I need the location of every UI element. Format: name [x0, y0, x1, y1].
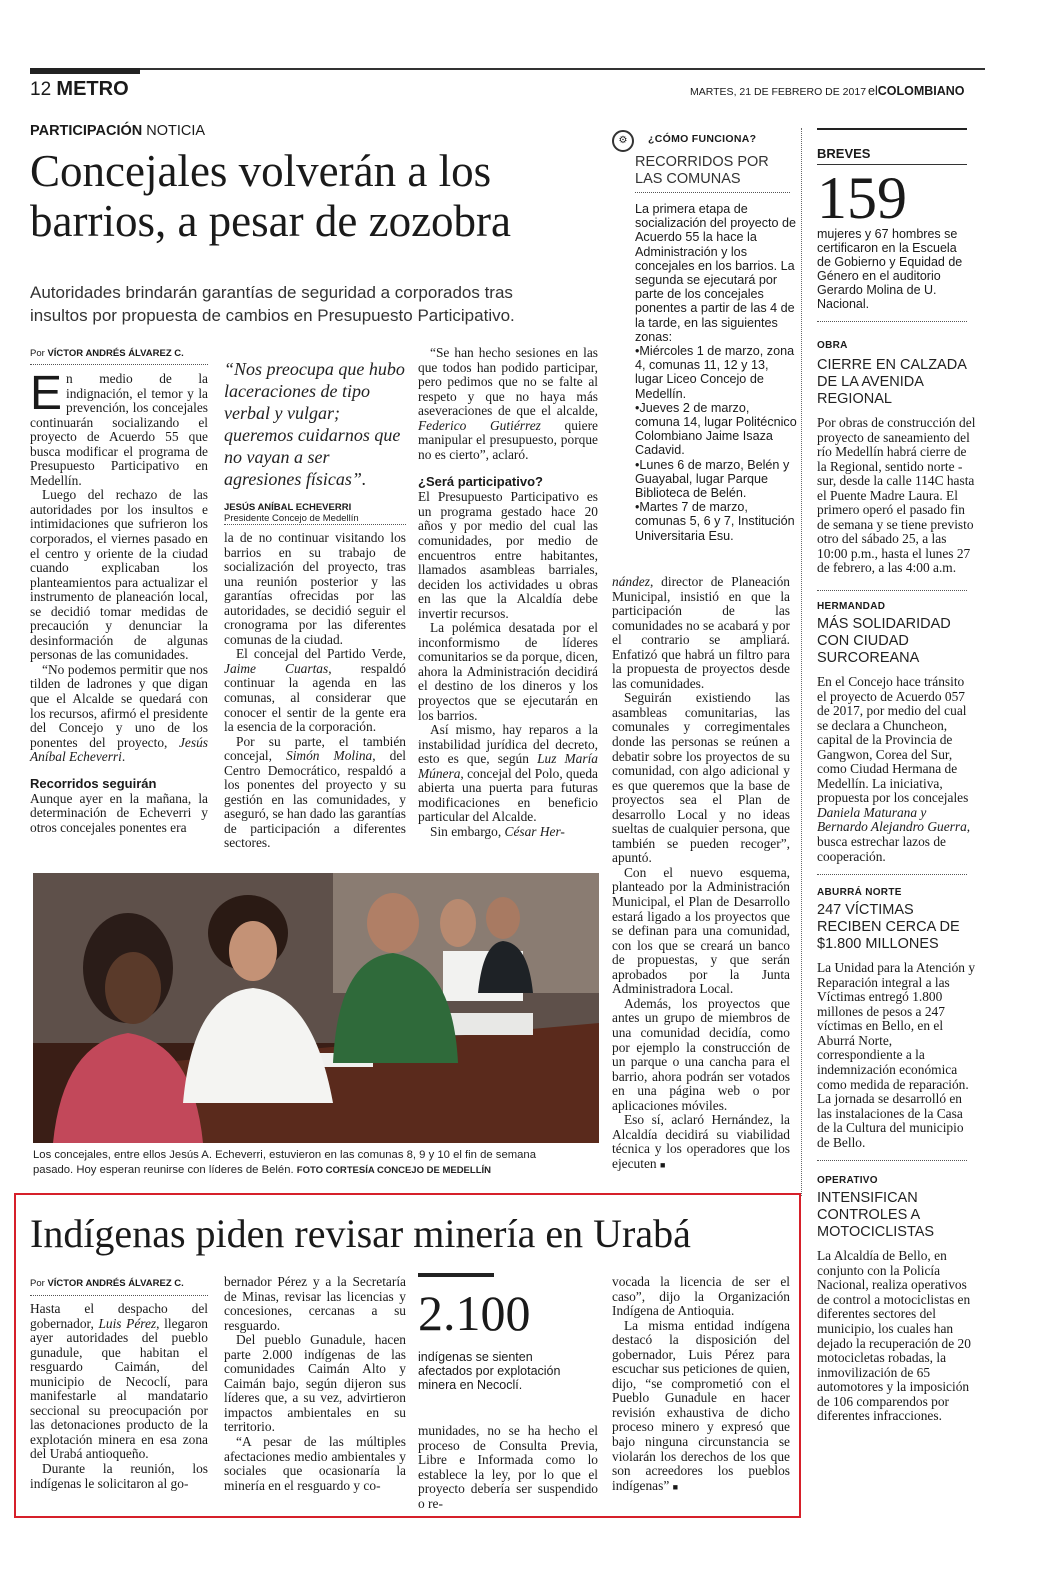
- how-it-works-body: La primera etapa de socialización del proyecto de Acuerdo 55 la hace la Administración y los concejales en los barrios. La segunda se ejecutará por parte de los concejales ponentes a partir de las 4 de la tarde, en las siguientes zonas: • Miércoles 1 de marzo, zona 4, comunas 11, 12 y 13, lugar Liceo Concejo de Medellín. • Jueves 2 de marzo, comuna 14, lugar Politécnico Colombiano Jaime Isaza Cadavid. • Lunes 6 de marzo, Belén y Guayabal, lugar Parque Biblioteca de Belén. • Martes 7 de marzo, comunas 5, 6 y 7, Institución Universitaria Esu.: [635, 202, 797, 543]
- headline-2: Indígenas piden revisar minería en Urabá: [30, 1211, 691, 1256]
- deck: Autoridades brindarán garantías de seguridad a corporados tras insultos por propuesta de cambios en Presupuesto Participativo.: [30, 283, 515, 325]
- subhead-recorridos: Recorridos seguirán: [30, 775, 157, 791]
- headline: Concejales volverán a los barrios, a pesar de zozobra: [30, 146, 512, 246]
- brief-label: ABURRÁ NORTE: [817, 887, 902, 899]
- stat-number: 2.100: [418, 1285, 531, 1341]
- brief-text: La Alcaldía de Bello, en conjunto con la Policía Nacional, realiza operativos de control a motociclistas en diferentes sectores del municipio, los cuales han dejado la recuperación de 20 motocicletas robadas, la inmovilización de 65 automotores y la imposición de 106 comparendos por diferentes infracciones.: [817, 1248, 971, 1424]
- briefs-divider: [801, 128, 802, 1196]
- list-item: • Lunes 6 de marzo, Belén y Guayabal, lugar Parque Biblioteca de Belén.: [635, 458, 797, 501]
- brief-text: La Unidad para la Atención y Reparación integral a las Víctimas entregó 1.800 millones de pesos a 247 víctimas en Bello, en el Aburrá Norte, correspondiente a la indemnización económica como medida de reparación. La jornada se desarrolló en las instalaciones de la Casa de la Cultura del municipio de Bello.: [817, 960, 976, 1150]
- briefs-big-text: mujeres y 67 hombres se certificaron en la Escuela de Gobierno y Equidad de Género en el auditorio Gerardo Molina de U. Nacional.: [817, 227, 963, 311]
- how-it-works-box: ⚙ ¿CÓMO FUNCIONA? RECORRIDOS POR LAS COMUNAS La primera etapa de socialización del proyecto de Acuerdo 55 la hace la Administración y los concejales en los barrios. La segunda se ejecutará por parte de los concejales ponentes a partir de las 4 de la tarde, en las siguientes zonas: • Miércoles 1 de marzo, zona 4, comunas 11, 12 y 13, lugar Liceo Concejo de Medellín. • Jueves 2 de marzo, comuna 14, lugar Politécnico Colombiano Jaime Isaza Cadavid. • Lunes 6 de marzo, Belén y Guayabal, lugar Parque Biblioteca de Belén. • Martes 7 de marzo, comunas 5, 6 y 7, Institución Universitaria Esu.: [610, 128, 790, 558]
- how-it-works-title: RECORRIDOS POR LAS COMUNAS: [635, 154, 769, 187]
- brief-label: OPERATIVO: [817, 1175, 878, 1187]
- page-number: 12: [30, 79, 52, 100]
- brief-text: En el Concejo hace tránsito el proyecto de Acuerdo 057 de 2017, por medio del cual se declara a Chuncheon, capital de la Provincia de Gangwon, Corea del Sur, como Ciudad Hermana de Medellín. La iniciativa, propuesta por los concejales Daniela Maturana y Bernardo Alejandro Guerra, busca estrechar lazos de cooperación.: [817, 674, 971, 864]
- photo-credit: FOTO CORTESÍA CONCEJO DE MEDELLÍN: [296, 1165, 492, 1176]
- list-item: • Jueves 2 de marzo, comuna 14, lugar Politécnico Colombiano Jaime Isaza Cadavid.: [635, 401, 797, 458]
- quote-rule: [224, 524, 406, 525]
- dropcap: E: [30, 367, 63, 420]
- article-col-2: la de no continuar visitando los barrios en su trabajo de socialización del proyecto, tras una reunión posterior y las garantías ofrecidas por las autoridades, se decidió seguir el cronograma por las diferentes comunas de la ciudad. El concejal del Partido Verde, Jaime Cuartas, respaldó continuar la agenda en las comunas, al considerar que conocer el sentir de la gente era la esencia de la corporación. Por su parte, el también concejal, Simón Molina, del Centro Democrático, respaldó a los ponentes del proyecto y su gestión en las comunidades, y aseguró, se han dado las garantías de participación a diferentes sectores.: [224, 530, 407, 851]
- brief-label: HERMANDAD: [817, 601, 886, 613]
- article-col-4: nández, director de Planeación Municipal, insistió en que la participación de las comunidades no se acabará y por el contrario se ampliará. Enfatizó que habrá un filtro para la propuesta de proyectos desde las comunidades. Seguirán existiendo las asambleas comunitarias, las comunales y corregimentales donde las personas se reúnen a debatir sobre los proyectos de su comunidad, con algo adicional y es que queremos que la base de proyectos sea el Plan de desarrollo Local y no ideas sueltas de cualquier persona, que también se pueden recoger”, apuntó. Con el nuevo esquema, planteado por la Administración Municipal, el Plan de Desarrollo estará ligado a los proyectos que se definan para una comunidad, con los que se creará un banco de propuestas, y que serán aprobados por la Junta Administradora Local. Además, los proyectos que antes un grupo de miembros de una comunidad decidía, como por ejemplo la construcción de un parque o una cancha para el barrio, ahora podrán ser votados en una página web o por aplicaciones móviles. Eso sí, aclaró Hernández, la Alcaldía decidirá su viabilidad técnica y los operadores que los ejecuten ■: [612, 574, 790, 1171]
- article-col-1: En medio de la indignación, el temor y la prevención, los concejales continuarán socializando el proyecto de Acuerdo 55 que busca modificar el programa de Presupuesto Participativo en Medellín. Luego del rechazo de las autoridades por los insultos e intimidaciones que sufrieron los corporados, el viernes pasado en el centro y oriente de la ciudad cuando explicaban los planteamientos para actualizar el instrumento de planeación local, se decidió tomar medidas de precaución y denunciar la desinformación de algunas personas de las comunidades. “No podemos permitir que nos tilden de ladrones y que digan que el Alcalde se quedará con los recursos, afirmó el presidente del Concejo y uno de los ponentes del proyecto, Jesús Aníbal Echeverri. Recorridos seguirán Aunque ayer en la mañana, la determinación de Echeverri y otros concejales ponentes era: [30, 367, 208, 835]
- brief-title: CIERRE EN CALZADA DE LA AVENIDA REGIONAL: [817, 357, 967, 407]
- article2-col-3: munidades, no se ha hecho el proceso de Consulta Previa, Libre e Informada como lo establece la ley, por lo que el proyecto debería ser suspendido o re-: [418, 1423, 598, 1511]
- gear-icon: ⚙: [612, 130, 634, 152]
- byline-2: Por VÍCTOR ANDRÉS ÁLVAREZ C.: [30, 1278, 184, 1289]
- briefs-big-number: 159: [817, 165, 907, 231]
- brief-label: OBRA: [817, 340, 848, 351]
- article2-col-4: vocada la licencia de ser el caso”, dijo la Organización Indígena de Antioquia. La misma entidad indígena destacó la disposición del gobernador, Luis Pérez para escuchar sus peticiones de quien, dijo, “se comprometió con el Pueblo Gunadule en hacer revisión exhaustiva de dicho proceso minero y expresó que bajo ninguna circunstancia se violarán los derechos de los que son acreedores los pueblos indígenas” ■: [612, 1274, 790, 1493]
- article2-col-1: Hasta el despacho del gobernador, Luis Pérez, llegaron ayer autoridades del pueblo gunadule, que habitan el resguardo Caimán, del municipio de Necoclí, para manifestarle al mandatario seccional su preocupación por las detonaciones producto de la explotación minera en esa zona del Urabá antioqueño. Durante la reunión, los indígenas le solicitaron al go-: [30, 1301, 208, 1491]
- byline-2-rule: [30, 1295, 208, 1296]
- subhead-participativo: ¿Será participativo?: [418, 474, 543, 490]
- byline: Por VÍCTOR ANDRÉS ÁLVAREZ C.: [30, 348, 184, 359]
- concejales-photo-illustration: [33, 873, 599, 1143]
- pull-quote: “Nos preocupa que hubo laceraciones de tipo verbal y vulgar; queremos cuidarnos que no vayan a ser agresiones físicas”. JESÚS ANÍBAL ECHEVERRI Presidente Concejo de Medellín: [224, 359, 405, 524]
- article-kicker: PARTICIPACIÓN NOTICIA: [30, 123, 206, 139]
- page-folio: [30, 78, 129, 101]
- news-photo: [33, 873, 599, 1143]
- section-marker: [30, 68, 140, 74]
- brief-text: Por obras de construcción del proyecto de saneamiento del río Medellín habrá cierre de la Regional, sentido norte - sur, desde la calle 114C hasta el Puente Madre Laura. El primero operó el pasado fin de semana y se tiene previsto otro del sábado 25, a las 10:00 p.m., hasta el lunes 27 de febrero, a las 4:00 a.m.: [817, 415, 976, 576]
- brief-title: INTENSIFICAN CONTROLES A MOTOCICLISTAS: [817, 1190, 935, 1241]
- section-name: METRO: [56, 78, 129, 100]
- article2-col-2: bernador Pérez y a la Secretaría de Minas, revisar las licencias y concesiones, cercanas a su resguardo. Del pueblo Gunadule, hacen parte 2.000 indígenas de las comunidades Caimán Alto y Caimán bajo, según dijeron sus líderes que, a su vez, advirtieron impactos ambientales en su territorio. “A pesar de las múltiples afectaciones medio ambientales y sociales que ocasionaría la minería en el resguardo y co-: [224, 1274, 406, 1493]
- stat-rule: [418, 1273, 494, 1277]
- page-date: MARTES, 21 DE FEBRERO DE 2017: [690, 86, 867, 98]
- photo-caption: Los concejales, entre ellos Jesús A. Echeverri, estuvieron en las comunas 8, 9 y 10 el fin de semana pasado. Hoy esperan reunirse con líderes de Belén. FOTO CORTESÍA CONCEJO DE MEDELLÍN: [33, 1149, 536, 1176]
- masthead-brand: elCOLOMBIANO: [868, 84, 965, 98]
- briefs-label: BREVES: [817, 146, 871, 161]
- briefs-column: [817, 128, 985, 1424]
- byline-rule: [30, 364, 208, 365]
- top-rule: [30, 68, 985, 70]
- article-col-3: “Se han hecho sesiones en las que todos han podido participar, pero pedimos que no se falte al respeto y que no haya más aseveraciones de que el alcalde, Federico Gutiérrez quiere manipular el presupuesto, porque no es cierto”, aclaró. ¿Será participativo? El Presupuesto Participativo es un programa gestado hace 20 años y por medio del cual las comunidades, por medio de encuentros entre habitantes, llamados asambleas barriales, deciden los actividades u obras en las que la Alcaldía debe invertir recursos. La polémica desatada por el inconformismo de líderes comunitarios se da porque, dicen, ahora la Administración decidirá el destino de los dineros y los proyectos que se ejecutarán en los barrios. Así mismo, hay reparos a la instabilidad jurídica del decreto, esto es que, según Luz María Múnera, concejal del Polo, queda abierta una puerta para futuras modificaciones en beneficio particular del Alcalde. Sin embargo, César Her-: [418, 345, 598, 839]
- list-item: • Miércoles 1 de marzo, zona 4, comunas 11, 12 y 13, lugar Liceo Concejo de Medellín.: [635, 344, 797, 401]
- brief-title: MÁS SOLIDARIDAD CON CIUDAD SURCOREANA: [817, 616, 951, 667]
- stat-text: indígenas se sienten afectados por explotación minera en Necoclí.: [418, 1350, 561, 1392]
- brief-title: 247 VÍCTIMAS RECIBEN CERCA DE $1.800 MILLONES: [817, 902, 960, 953]
- list-item: • Martes 7 de marzo, comunas 5, 6 y 7, Institución Universitaria Esu.: [635, 500, 797, 543]
